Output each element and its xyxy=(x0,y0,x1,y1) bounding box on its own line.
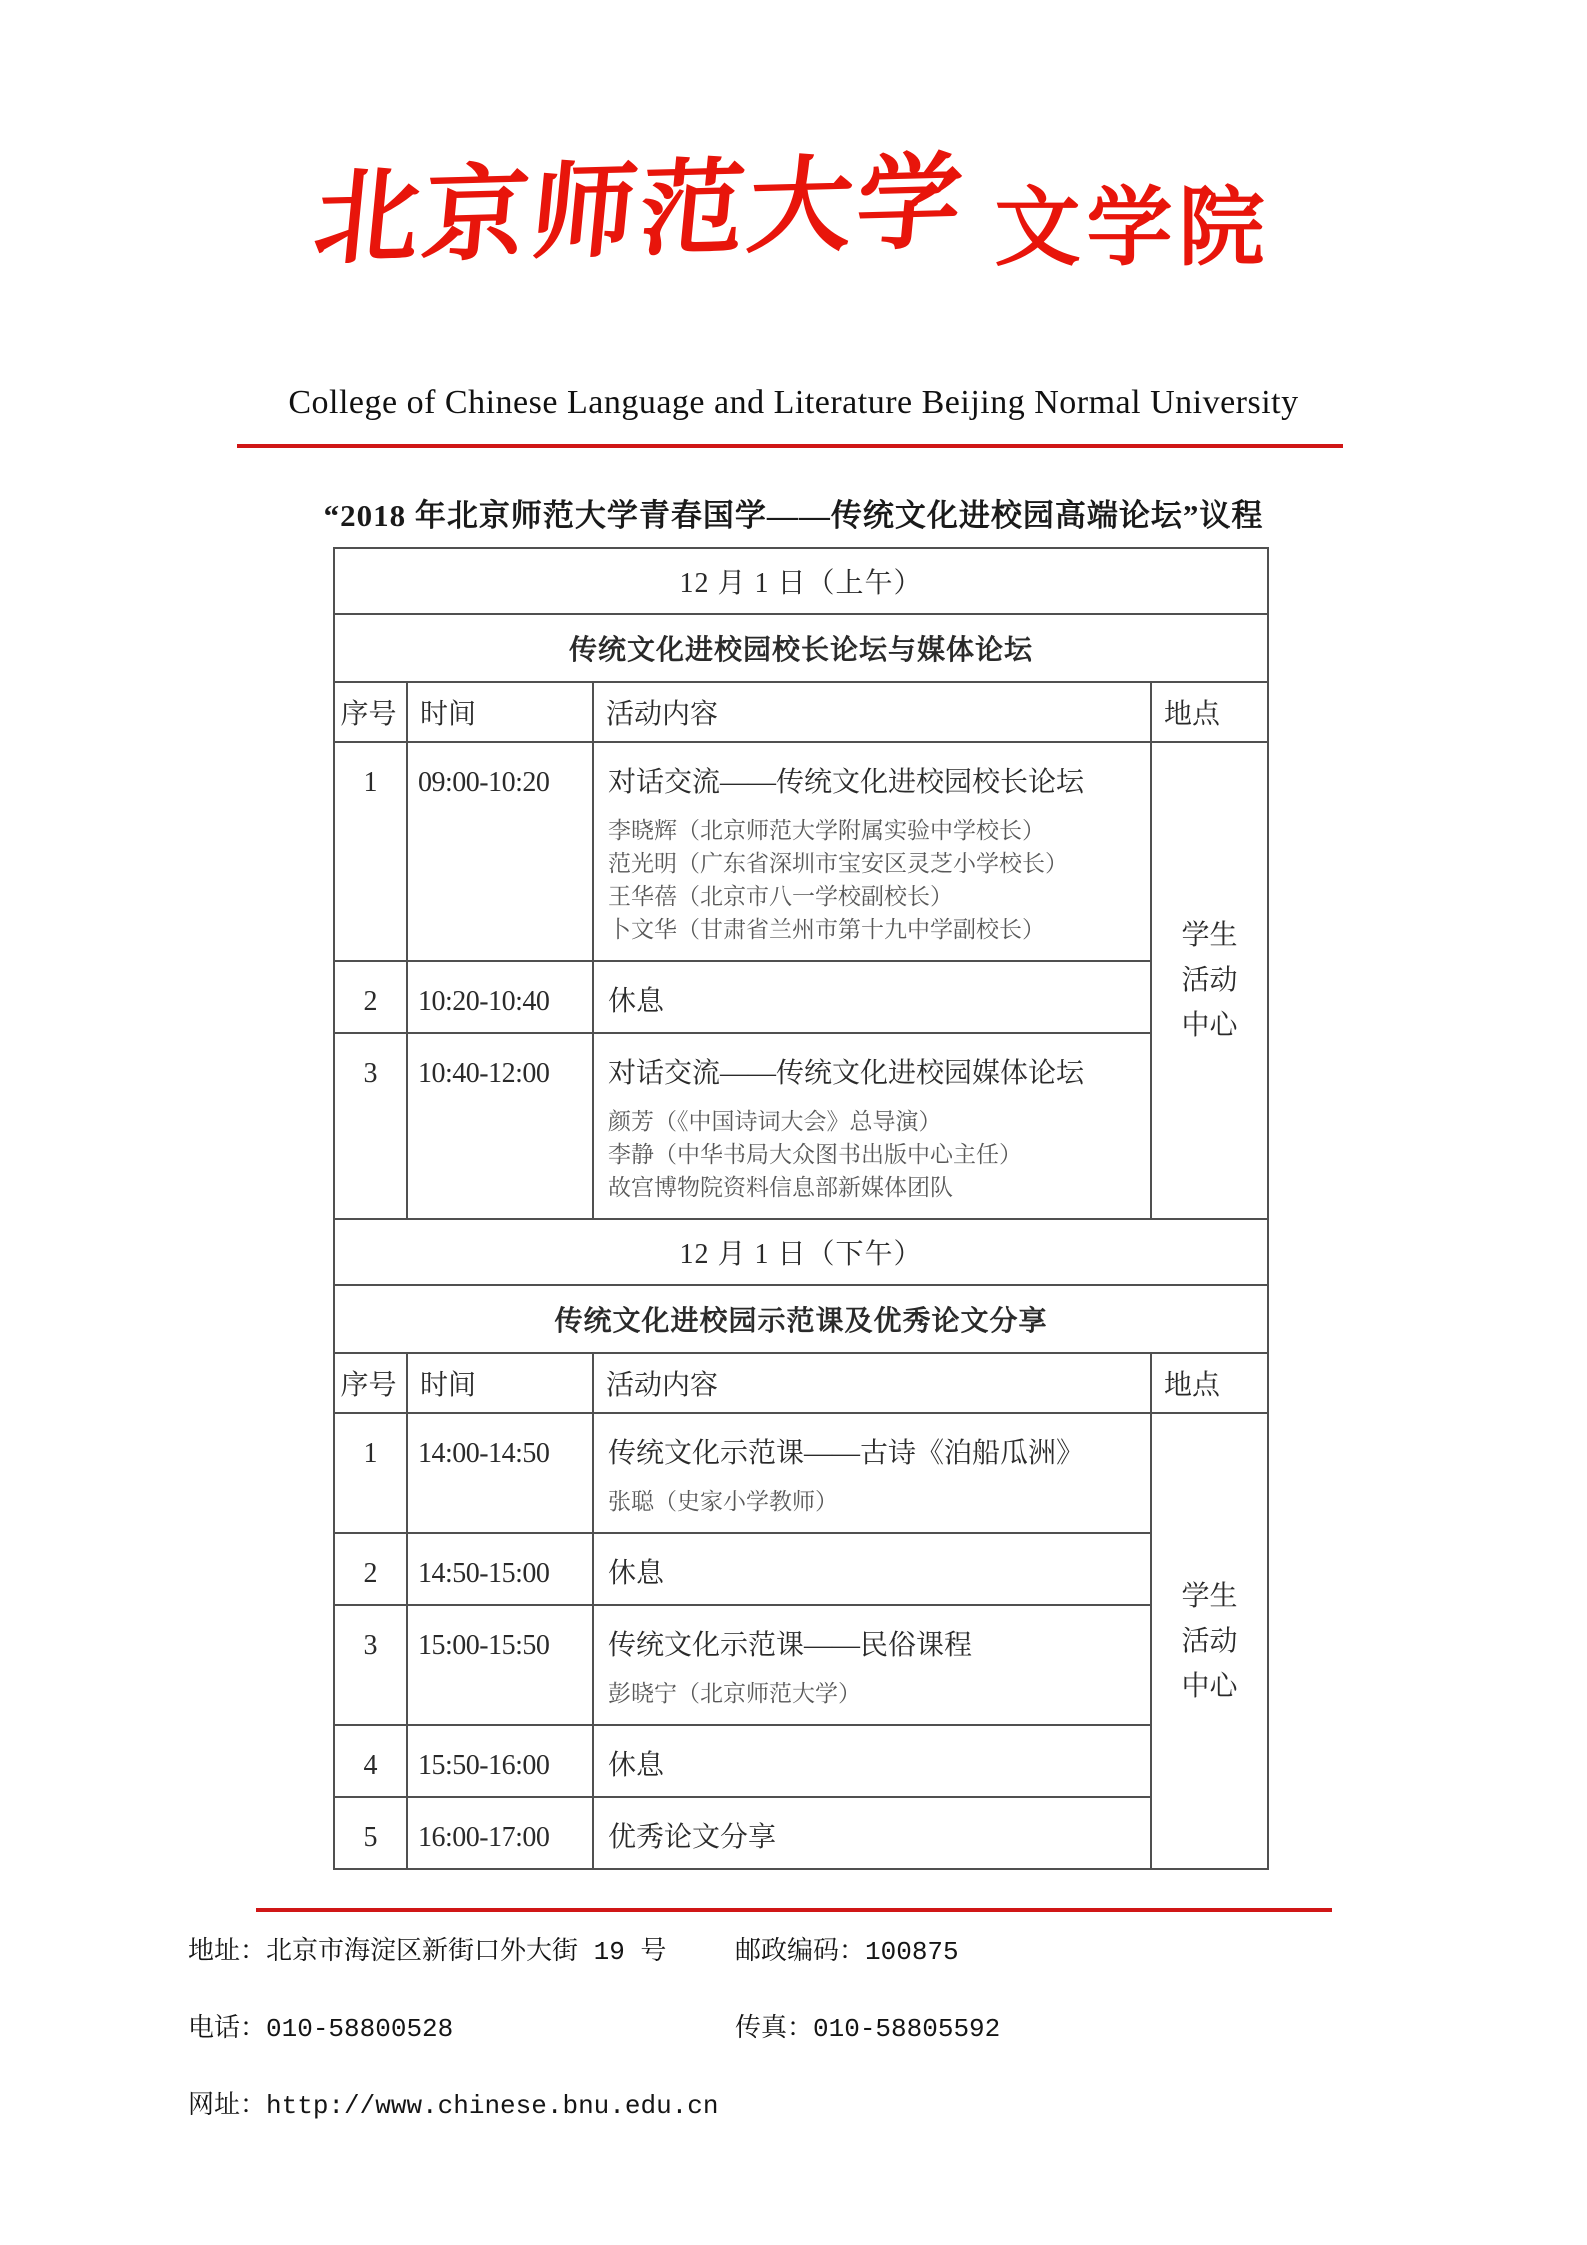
speaker-line: 范光明（广东省深圳市宝安区灵芝小学校长） xyxy=(608,851,1068,876)
schedule-table xyxy=(333,547,1269,1870)
activity-cell xyxy=(593,742,1151,961)
column-header-row xyxy=(334,1353,1268,1413)
website-value: http://www.chinese.bnu.edu.cn xyxy=(266,2091,719,2121)
college-name-english: College of Chinese Language and Literature Beijing Normal University xyxy=(288,384,1299,421)
footer-address xyxy=(188,1930,735,1967)
row-number-cell: 3 xyxy=(334,1033,407,1219)
footer-phone xyxy=(188,2007,735,2044)
column-header-2: 活动内容 xyxy=(593,1353,1151,1413)
schedule-table-body xyxy=(334,548,1268,1869)
fax-label: 传真： xyxy=(735,2012,814,2042)
section-title-row xyxy=(334,1285,1268,1353)
phone-value: 010-58800528 xyxy=(266,2014,454,2044)
activity-cell xyxy=(593,1033,1151,1219)
footer-fax xyxy=(735,2007,1448,2044)
time-cell: 09:00-10:20 xyxy=(407,742,593,961)
activity-title: 传统文化示范课——古诗《泊船瓜洲》 xyxy=(608,1438,1085,1469)
activity-speakers xyxy=(608,814,1140,946)
date-header-cell: 12 月 1 日（上午） xyxy=(334,548,1268,614)
table-row xyxy=(334,1033,1268,1219)
phone-label: 电话： xyxy=(188,2012,267,2042)
table-row xyxy=(334,961,1268,1033)
row-number-cell: 5 xyxy=(334,1797,407,1869)
time-cell: 10:20-10:40 xyxy=(407,961,593,1033)
college-name-cn: 文学院 xyxy=(994,179,1271,276)
column-header-2: 活动内容 xyxy=(593,682,1151,742)
letterhead xyxy=(0,142,1587,282)
website-label: 网址： xyxy=(188,2089,267,2119)
row-number-cell: 3 xyxy=(334,1605,407,1725)
date-header-row xyxy=(334,1219,1268,1285)
activity-title: 对话交流——传统文化进校园校长论坛 xyxy=(608,767,1085,798)
activity-cell xyxy=(593,1725,1151,1797)
activity-title: 休息 xyxy=(608,986,665,1017)
address-label: 地址： xyxy=(188,1935,267,1965)
postal-value: 100875 xyxy=(865,1937,959,1967)
time-cell: 15:50-16:00 xyxy=(407,1725,593,1797)
time-cell: 14:50-15:00 xyxy=(407,1533,593,1605)
date-header-cell: 12 月 1 日（下午） xyxy=(334,1219,1268,1285)
activity-cell xyxy=(593,1605,1151,1725)
column-header-row xyxy=(334,682,1268,742)
date-header-row xyxy=(334,548,1268,614)
activity-speakers xyxy=(608,1105,1140,1204)
column-header-3: 地点 xyxy=(1151,682,1268,742)
activity-speakers xyxy=(608,1485,1140,1518)
footer-website xyxy=(188,2084,735,2121)
footer-postal-code xyxy=(735,1930,1448,1967)
activity-cell xyxy=(593,1797,1151,1869)
row-number-cell: 1 xyxy=(334,1413,407,1533)
table-row xyxy=(334,742,1268,961)
speaker-line: 颜芳（《中国诗词大会》总导演） xyxy=(608,1109,942,1134)
time-cell: 16:00-17:00 xyxy=(407,1797,593,1869)
row-number-cell: 2 xyxy=(334,961,407,1033)
speaker-line: 李静（中华书局大众图书出版中心主任） xyxy=(608,1142,1022,1167)
table-row xyxy=(334,1725,1268,1797)
header-divider-line xyxy=(237,444,1343,448)
column-header-1: 时间 xyxy=(407,1353,593,1413)
row-number-cell: 4 xyxy=(334,1725,407,1797)
speaker-line: 卜文华（甘肃省兰州市第十九中学副校长） xyxy=(608,917,1045,942)
speaker-line: 李晓辉（北京师范大学附属实验中学校长） xyxy=(608,818,1045,843)
section-title-cell: 传统文化进校园示范课及优秀论文分享 xyxy=(334,1285,1268,1353)
time-cell: 14:00-14:50 xyxy=(407,1413,593,1533)
column-header-0: 序号 xyxy=(334,1353,407,1413)
speaker-line: 故宫博物院资料信息部新媒体团队 xyxy=(608,1175,953,1200)
table-row xyxy=(334,1533,1268,1605)
footer-divider-line xyxy=(256,1908,1332,1912)
page-title: “2018 年北京师范大学青春国学——传统文化进校园高端论坛”议程 xyxy=(323,498,1264,533)
row-number-cell: 2 xyxy=(334,1533,407,1605)
table-row xyxy=(334,1413,1268,1533)
fax-value: 010-58805592 xyxy=(813,2014,1001,2044)
activity-title: 对话交流——传统文化进校园媒体论坛 xyxy=(608,1058,1085,1089)
activity-speakers xyxy=(608,1677,1140,1710)
footer-contact-info xyxy=(188,1930,1448,2121)
activity-cell xyxy=(593,1533,1151,1605)
table-row xyxy=(334,1797,1268,1869)
time-cell: 10:40-12:00 xyxy=(407,1033,593,1219)
address-value: 北京市海淀区新街口外大街 19 号 xyxy=(266,1937,667,1967)
activity-title: 休息 xyxy=(608,1558,665,1589)
activity-cell xyxy=(593,961,1151,1033)
row-number-cell: 1 xyxy=(334,742,407,961)
table-row xyxy=(334,1605,1268,1725)
activity-title: 传统文化示范课——民俗课程 xyxy=(608,1630,973,1661)
section-title-row xyxy=(334,614,1268,682)
location-cell: 学生 活动 中心 xyxy=(1151,1413,1268,1869)
location-cell: 学生 活动 中心 xyxy=(1151,742,1268,1219)
section-title-cell: 传统文化进校园校长论坛与媒体论坛 xyxy=(334,614,1268,682)
column-header-0: 序号 xyxy=(334,682,407,742)
postal-label: 邮政编码： xyxy=(735,1935,866,1965)
speaker-line: 张聪（史家小学教师） xyxy=(608,1489,838,1514)
column-header-1: 时间 xyxy=(407,682,593,742)
speaker-line: 王华蓓（北京市八一学校副校长） xyxy=(608,884,953,909)
activity-title: 休息 xyxy=(608,1750,665,1781)
bnu-calligraphy-logo: 北京师范大学 xyxy=(310,145,972,278)
column-header-3: 地点 xyxy=(1151,1353,1268,1413)
speaker-line: 彭晓宁（北京师范大学） xyxy=(608,1681,861,1706)
activity-title: 优秀论文分享 xyxy=(608,1822,777,1853)
activity-cell xyxy=(593,1413,1151,1533)
time-cell: 15:00-15:50 xyxy=(407,1605,593,1725)
